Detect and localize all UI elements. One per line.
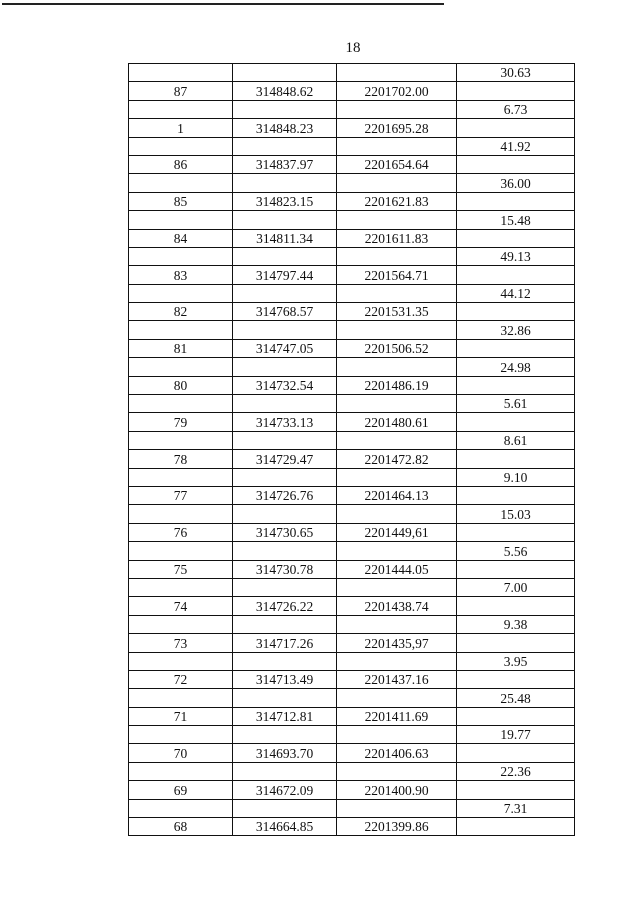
- empty-cell: [129, 137, 233, 155]
- coord-y-cell: 2201411.69: [337, 707, 457, 725]
- empty-cell: [337, 284, 457, 302]
- distance-cell: 9.10: [457, 468, 575, 486]
- empty-cell: [129, 578, 233, 596]
- empty-cell: [233, 247, 337, 265]
- empty-cell: [233, 64, 337, 82]
- empty-cell: [233, 615, 337, 633]
- empty-cell: [129, 799, 233, 817]
- distance-row: [129, 100, 575, 118]
- empty-cell: [233, 652, 337, 670]
- coord-x-cell: 314729.47: [233, 450, 337, 468]
- empty-cell: [337, 64, 457, 82]
- distance-empty-cell: [457, 413, 575, 431]
- point-number-cell: 82: [129, 303, 233, 321]
- empty-cell: [233, 137, 337, 155]
- point-number-cell: 79: [129, 413, 233, 431]
- coord-y-cell: 2201438.74: [337, 597, 457, 615]
- empty-cell: [233, 100, 337, 118]
- coord-x-cell: 314732.54: [233, 376, 337, 394]
- point-row: [129, 192, 575, 210]
- empty-cell: [337, 762, 457, 780]
- distance-row: [129, 578, 575, 596]
- coord-x-cell: 314712.81: [233, 707, 337, 725]
- distance-row: [129, 321, 575, 339]
- empty-cell: [337, 321, 457, 339]
- coord-y-cell: 2201506.52: [337, 339, 457, 357]
- empty-cell: [129, 284, 233, 302]
- distance-cell: 41.92: [457, 137, 575, 155]
- empty-cell: [337, 247, 457, 265]
- empty-cell: [129, 358, 233, 376]
- point-number-cell: 74: [129, 597, 233, 615]
- empty-cell: [233, 578, 337, 596]
- distance-empty-cell: [457, 450, 575, 468]
- coord-y-cell: 2201437.16: [337, 670, 457, 688]
- empty-cell: [129, 542, 233, 560]
- distance-row: [129, 284, 575, 302]
- distance-row: [129, 652, 575, 670]
- point-number-cell: 75: [129, 560, 233, 578]
- coord-x-cell: 314733.13: [233, 413, 337, 431]
- distance-empty-cell: [457, 376, 575, 394]
- coord-y-cell: 2201400.90: [337, 781, 457, 799]
- coord-y-cell: 2201564.71: [337, 266, 457, 284]
- point-row: [129, 82, 575, 100]
- point-number-cell: 77: [129, 486, 233, 504]
- distance-row: [129, 615, 575, 633]
- distance-row: [129, 211, 575, 229]
- point-number-cell: 70: [129, 744, 233, 762]
- coord-y-cell: 2201695.28: [337, 119, 457, 137]
- distance-row: [129, 174, 575, 192]
- empty-cell: [129, 726, 233, 744]
- point-row: [129, 119, 575, 137]
- empty-cell: [129, 247, 233, 265]
- point-number-cell: 1: [129, 119, 233, 137]
- empty-cell: [233, 211, 337, 229]
- coord-x-cell: 314717.26: [233, 634, 337, 652]
- empty-cell: [129, 615, 233, 633]
- distance-empty-cell: [457, 597, 575, 615]
- point-row: [129, 634, 575, 652]
- empty-cell: [129, 762, 233, 780]
- coord-y-cell: 2201399.86: [337, 818, 457, 836]
- empty-cell: [337, 689, 457, 707]
- distance-cell: 6.73: [457, 100, 575, 118]
- distance-empty-cell: [457, 818, 575, 836]
- coord-x-cell: 314768.57: [233, 303, 337, 321]
- coord-y-cell: 2201702.00: [337, 82, 457, 100]
- coord-y-cell: 2201486.19: [337, 376, 457, 394]
- distance-cell: 5.61: [457, 395, 575, 413]
- distance-empty-cell: [457, 634, 575, 652]
- coord-y-cell: 2201621.83: [337, 192, 457, 210]
- empty-cell: [233, 174, 337, 192]
- distance-cell: 24.98: [457, 358, 575, 376]
- coordinates-table: [128, 63, 575, 836]
- coord-x-cell: 314848.62: [233, 82, 337, 100]
- distance-empty-cell: [457, 486, 575, 504]
- empty-cell: [337, 468, 457, 486]
- distance-cell: 8.61: [457, 431, 575, 449]
- coord-y-cell: 2201611.83: [337, 229, 457, 247]
- empty-cell: [129, 652, 233, 670]
- empty-cell: [337, 615, 457, 633]
- coord-y-cell: 2201654.64: [337, 155, 457, 173]
- point-row: [129, 339, 575, 357]
- distance-row: [129, 762, 575, 780]
- point-row: [129, 266, 575, 284]
- distance-cell: 3.95: [457, 652, 575, 670]
- distance-empty-cell: [457, 781, 575, 799]
- coord-x-cell: 314693.70: [233, 744, 337, 762]
- point-number-cell: 81: [129, 339, 233, 357]
- distance-empty-cell: [457, 192, 575, 210]
- distance-empty-cell: [457, 82, 575, 100]
- empty-cell: [337, 358, 457, 376]
- point-number-cell: 68: [129, 818, 233, 836]
- point-row: [129, 744, 575, 762]
- empty-cell: [337, 211, 457, 229]
- distance-cell: 22.36: [457, 762, 575, 780]
- distance-row: [129, 468, 575, 486]
- coord-y-cell: 2201406.63: [337, 744, 457, 762]
- empty-cell: [233, 468, 337, 486]
- empty-cell: [233, 726, 337, 744]
- empty-cell: [233, 542, 337, 560]
- point-row: [129, 486, 575, 504]
- empty-cell: [337, 100, 457, 118]
- point-number-cell: 73: [129, 634, 233, 652]
- point-number-cell: 72: [129, 670, 233, 688]
- point-number-cell: 85: [129, 192, 233, 210]
- distance-row: [129, 726, 575, 744]
- empty-cell: [337, 652, 457, 670]
- distance-empty-cell: [457, 670, 575, 688]
- distance-row: [129, 247, 575, 265]
- coord-y-cell: 2201531.35: [337, 303, 457, 321]
- empty-cell: [337, 578, 457, 596]
- empty-cell: [233, 321, 337, 339]
- empty-cell: [337, 726, 457, 744]
- distance-empty-cell: [457, 560, 575, 578]
- empty-cell: [129, 431, 233, 449]
- empty-cell: [337, 799, 457, 817]
- coord-x-cell: 314726.22: [233, 597, 337, 615]
- point-row: [129, 229, 575, 247]
- empty-cell: [233, 431, 337, 449]
- distance-empty-cell: [457, 339, 575, 357]
- distance-cell: 30.63: [457, 64, 575, 82]
- distance-row: [129, 64, 575, 82]
- point-number-cell: 76: [129, 523, 233, 541]
- distance-row: [129, 431, 575, 449]
- coord-y-cell: 2201464.13: [337, 486, 457, 504]
- coord-x-cell: 314726.76: [233, 486, 337, 504]
- distance-cell: 15.48: [457, 211, 575, 229]
- coord-x-cell: 314811.34: [233, 229, 337, 247]
- coord-y-cell: 2201435,97: [337, 634, 457, 652]
- distance-empty-cell: [457, 744, 575, 762]
- coord-x-cell: 314672.09: [233, 781, 337, 799]
- empty-cell: [129, 689, 233, 707]
- distance-empty-cell: [457, 155, 575, 173]
- point-row: [129, 781, 575, 799]
- coord-x-cell: 314848.23: [233, 119, 337, 137]
- distance-empty-cell: [457, 523, 575, 541]
- distance-cell: 32.86: [457, 321, 575, 339]
- point-number-cell: 84: [129, 229, 233, 247]
- empty-cell: [233, 284, 337, 302]
- coord-y-cell: 2201472.82: [337, 450, 457, 468]
- distance-cell: 25.48: [457, 689, 575, 707]
- coord-x-cell: 314823.15: [233, 192, 337, 210]
- top-rule: [2, 3, 444, 5]
- distance-empty-cell: [457, 266, 575, 284]
- coordinates-table-body: [129, 64, 575, 836]
- point-row: [129, 413, 575, 431]
- distance-row: [129, 395, 575, 413]
- point-number-cell: 86: [129, 155, 233, 173]
- point-row: [129, 523, 575, 541]
- empty-cell: [337, 395, 457, 413]
- empty-cell: [129, 174, 233, 192]
- distance-empty-cell: [457, 707, 575, 725]
- distance-row: [129, 799, 575, 817]
- coord-x-cell: 314797.44: [233, 266, 337, 284]
- empty-cell: [129, 211, 233, 229]
- distance-empty-cell: [457, 303, 575, 321]
- point-row: [129, 707, 575, 725]
- point-row: [129, 560, 575, 578]
- empty-cell: [129, 100, 233, 118]
- empty-cell: [129, 468, 233, 486]
- empty-cell: [233, 689, 337, 707]
- empty-cell: [129, 321, 233, 339]
- empty-cell: [337, 174, 457, 192]
- distance-cell: 7.31: [457, 799, 575, 817]
- point-number-cell: 80: [129, 376, 233, 394]
- empty-cell: [337, 542, 457, 560]
- distance-cell: 44.12: [457, 284, 575, 302]
- distance-empty-cell: [457, 119, 575, 137]
- coord-x-cell: 314730.78: [233, 560, 337, 578]
- empty-cell: [233, 762, 337, 780]
- distance-row: [129, 358, 575, 376]
- distance-cell: 19.77: [457, 726, 575, 744]
- coord-x-cell: 314837.97: [233, 155, 337, 173]
- distance-empty-cell: [457, 229, 575, 247]
- distance-row: [129, 137, 575, 155]
- point-number-cell: 83: [129, 266, 233, 284]
- point-number-cell: 78: [129, 450, 233, 468]
- distance-cell: 9.38: [457, 615, 575, 633]
- empty-cell: [233, 358, 337, 376]
- distance-row: [129, 689, 575, 707]
- point-row: [129, 597, 575, 615]
- empty-cell: [233, 395, 337, 413]
- distance-cell: 15.03: [457, 505, 575, 523]
- point-row: [129, 155, 575, 173]
- point-number-cell: 87: [129, 82, 233, 100]
- distance-cell: 7.00: [457, 578, 575, 596]
- distance-cell: 5.56: [457, 542, 575, 560]
- point-number-cell: 71: [129, 707, 233, 725]
- empty-cell: [337, 137, 457, 155]
- coord-y-cell: 2201444.05: [337, 560, 457, 578]
- coord-y-cell: 2201480.61: [337, 413, 457, 431]
- point-row: [129, 450, 575, 468]
- empty-cell: [337, 431, 457, 449]
- empty-cell: [129, 505, 233, 523]
- empty-cell: [233, 505, 337, 523]
- distance-row: [129, 505, 575, 523]
- empty-cell: [233, 799, 337, 817]
- point-row: [129, 303, 575, 321]
- point-row: [129, 376, 575, 394]
- point-row: [129, 818, 575, 836]
- distance-cell: 49.13: [457, 247, 575, 265]
- point-number-cell: 69: [129, 781, 233, 799]
- coordinates-table-container: [128, 63, 574, 836]
- coord-x-cell: 314730.65: [233, 523, 337, 541]
- coord-x-cell: 314747.05: [233, 339, 337, 357]
- coord-x-cell: 314664.85: [233, 818, 337, 836]
- empty-cell: [129, 395, 233, 413]
- coord-y-cell: 2201449,61: [337, 523, 457, 541]
- coord-x-cell: 314713.49: [233, 670, 337, 688]
- empty-cell: [129, 64, 233, 82]
- point-row: [129, 670, 575, 688]
- empty-cell: [337, 505, 457, 523]
- distance-cell: 36.00: [457, 174, 575, 192]
- distance-row: [129, 542, 575, 560]
- page-number: 18: [345, 40, 361, 56]
